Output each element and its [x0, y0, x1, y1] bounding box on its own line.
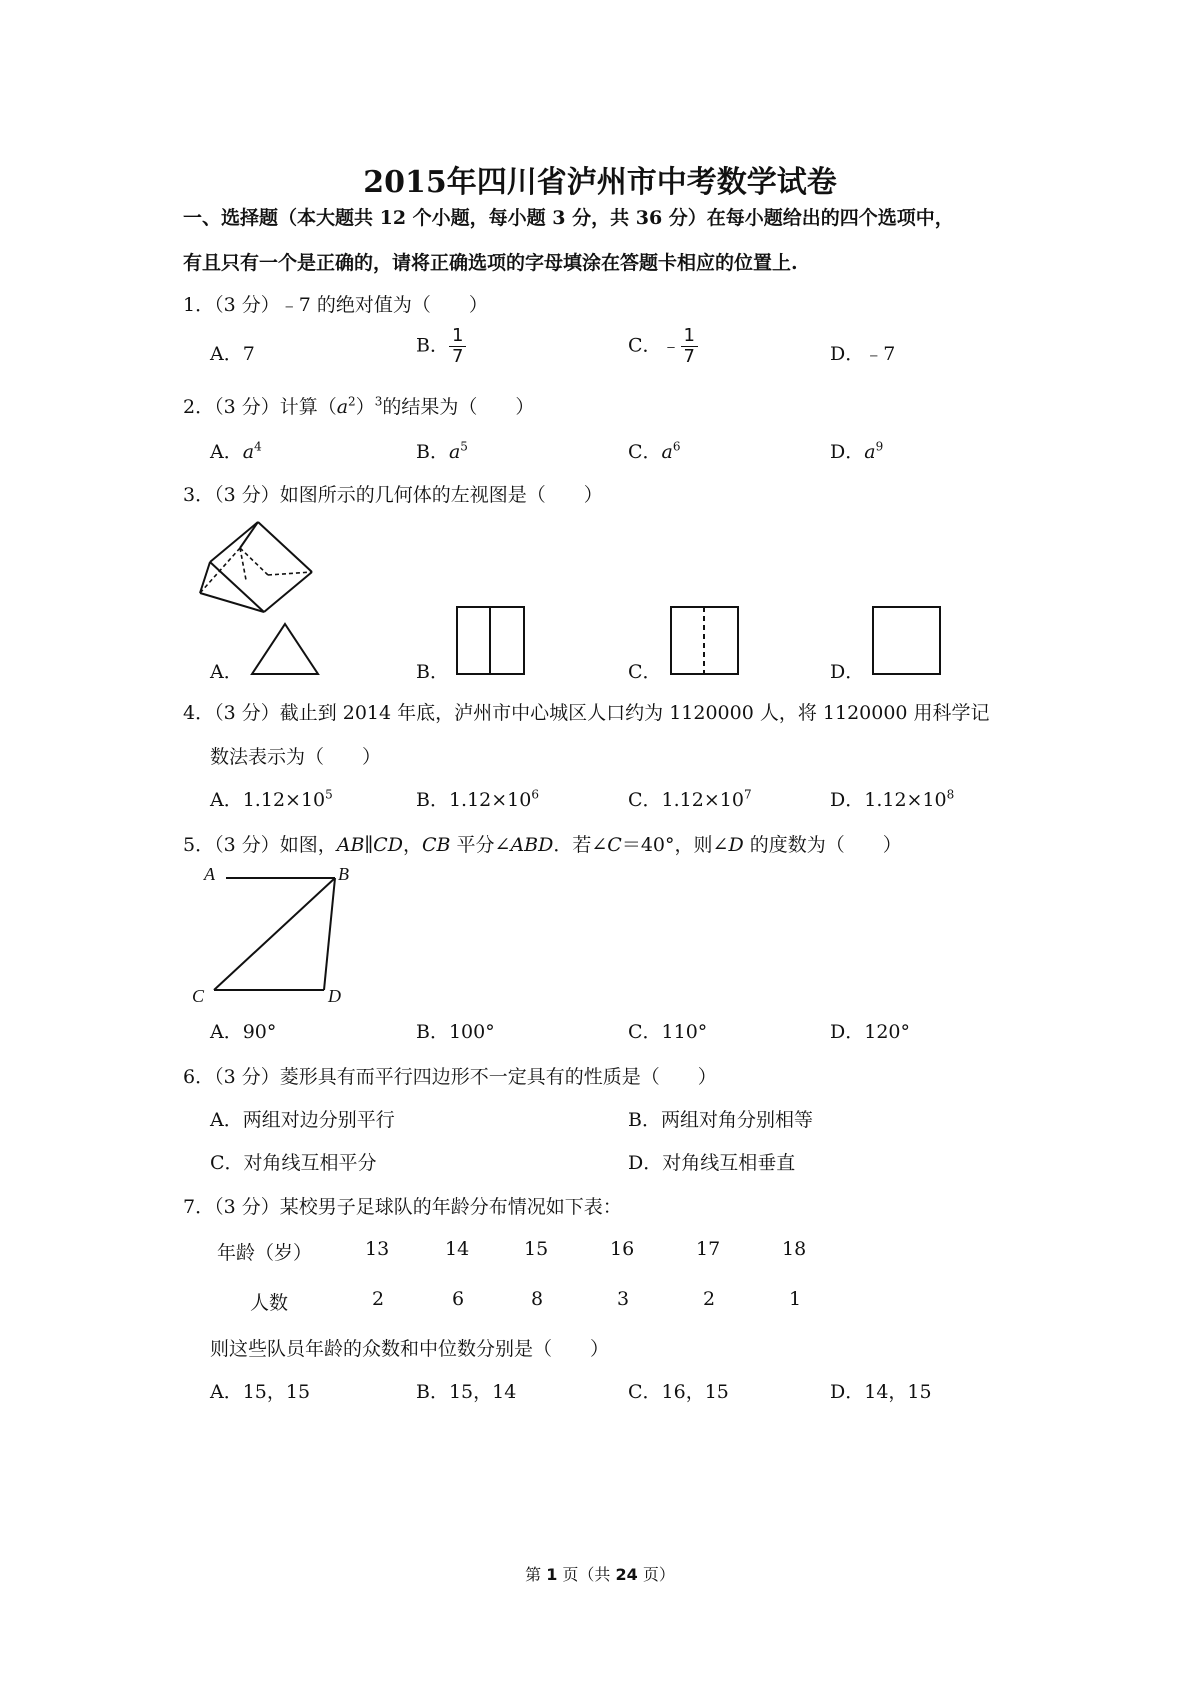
q1-option-a: A．7 — [210, 343, 255, 365]
question-5-stem: 5．（3 分）如图，AB∥CD，CB 平分∠ABD．若∠C＝40°，则∠D 的度数为（ ） — [183, 834, 902, 856]
q3-prism-figure — [200, 520, 320, 615]
q3-option-b-label: B． — [416, 661, 449, 683]
table-cell: 13 — [365, 1238, 390, 1260]
q6-option-b: B．两组对角分别相等 — [628, 1109, 813, 1131]
q6-option-d: D．对角线互相垂直 — [628, 1152, 796, 1174]
page-title: 2015年四川省泸州市中考数学试卷 — [363, 165, 837, 200]
q1-option-b: B． $\frac{1}{7}$ — [416, 326, 466, 367]
q5-option-a: A．90° — [210, 1021, 277, 1043]
q3-option-b-rect-solid — [456, 606, 526, 676]
fig-label-d: D — [328, 986, 341, 1006]
fig-label-c: C — [192, 986, 205, 1006]
q3-option-a-triangle — [250, 622, 320, 677]
q7-option-a: A．15，15 — [210, 1381, 311, 1403]
question-7-stem: 7．（3 分）某校男子足球队的年龄分布情况如下表： — [183, 1196, 622, 1218]
table-cell: 18 — [782, 1238, 807, 1260]
q4-option-b: B．$1.12\times 10^6$ — [416, 787, 540, 811]
table-cell: 2 — [703, 1288, 716, 1310]
table-cell: 2 — [372, 1288, 385, 1310]
q3-option-c-rect-dashed — [670, 606, 740, 676]
q7-option-b: B．15，14 — [416, 1381, 517, 1403]
q6-option-c: C．对角线互相平分 — [210, 1152, 377, 1174]
question-4-stem-line1: 4．（3 分）截止到 2014 年底，泸州市中心城区人口约为 1120000 人，将 1120000 用科学记 — [183, 702, 990, 724]
q7-option-d: D．14，15 — [830, 1381, 932, 1403]
q2-option-d: D．$a^9$ — [830, 439, 884, 463]
table-cell: 16 — [610, 1238, 635, 1260]
table-cell: 人数 — [250, 1292, 289, 1314]
question-7-stem-line2: 则这些队员年龄的众数和中位数分别是（ ） — [210, 1338, 610, 1360]
q2-option-b: B．$a^5$ — [416, 439, 468, 463]
q5-option-b: B．100° — [416, 1021, 495, 1043]
fraction: $\frac{1}{7}$ — [449, 326, 466, 367]
table-cell: 3 — [617, 1288, 630, 1310]
table-cell: 年龄（岁） — [217, 1242, 313, 1264]
table-cell: 8 — [531, 1288, 544, 1310]
question-3-stem: 3．（3 分）如图所示的几何体的左视图是（ ） — [183, 484, 603, 506]
fig-label-b: B — [338, 864, 349, 884]
question-2-stem: 2．（3 分）计算$(a^2)^3$的结果为（ ） — [183, 394, 535, 418]
q7-option-c: C．16，15 — [628, 1381, 729, 1403]
q4-option-c: C．$1.12\times 10^7$ — [628, 787, 752, 811]
q2-option-a: A．$a^4$ — [210, 439, 262, 463]
section-header-line1: 一、选择题（本大题共 12 个小题，每小题 3 分，共 36 分）在每小题给出的四个选项中， — [183, 207, 954, 229]
q3-option-c-label: C． — [628, 661, 662, 683]
q5-option-d: D．120° — [830, 1021, 910, 1043]
q3-option-d-label: D． — [830, 661, 865, 683]
q2-option-c: C．$a^6$ — [628, 439, 681, 463]
fig-label-a: A — [204, 864, 215, 884]
q4-option-a: A．$1.12\times 10^5$ — [210, 787, 333, 811]
table-cell: 17 — [696, 1238, 721, 1260]
q1-option-c: C．﹣ $\frac{1}{7}$ — [628, 326, 698, 367]
question-4-stem-line2: 数法表示为（ ） — [210, 746, 382, 768]
q6-option-a: A．两组对边分别平行 — [210, 1109, 395, 1131]
q3-option-a-label: A． — [210, 661, 243, 683]
section-header-line2: 有且只有一个是正确的，请将正确选项的字母填涂在答题卡相应的位置上. — [183, 252, 798, 274]
q5-geometry-figure — [192, 860, 360, 1010]
table-cell: 6 — [452, 1288, 465, 1310]
page-footer: 第 1 页（共 24 页） — [525, 1565, 675, 1584]
q1-option-d: D．﹣7 — [830, 343, 896, 365]
table-cell: 1 — [789, 1288, 802, 1310]
fraction: $\frac{1}{7}$ — [681, 326, 698, 367]
q3-option-d-square — [872, 606, 942, 676]
question-6-stem: 6．（3 分）菱形具有而平行四边形不一定具有的性质是（ ） — [183, 1066, 717, 1088]
q5-option-c: C．110° — [628, 1021, 708, 1043]
q4-option-d: D．$1.12\times 10^8$ — [830, 787, 955, 811]
table-cell: 14 — [445, 1238, 470, 1260]
question-1-stem: 1．（3 分）﹣7 的绝对值为（ ） — [183, 294, 488, 316]
table-cell: 15 — [524, 1238, 549, 1260]
